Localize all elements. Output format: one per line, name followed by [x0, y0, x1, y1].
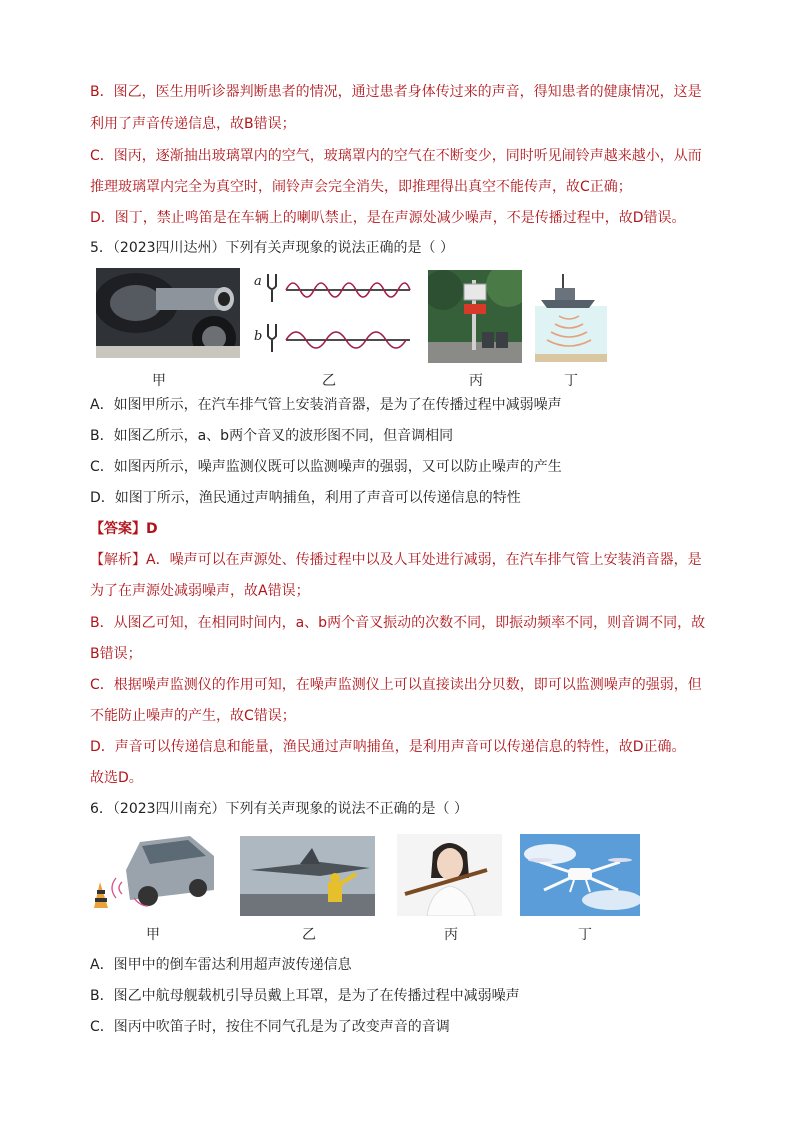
prev-solution-c-line1: C．图丙，逐渐抽出玻璃罩内的空气，玻璃罩内的空气在不断变少，同时听见闹铃声越来越小，从而	[90, 148, 702, 164]
q6-figure-jia-parking-radar	[90, 830, 218, 912]
q6-caption-jia: 甲	[146, 927, 160, 943]
q6-figure-ding-drone	[520, 834, 640, 916]
q5-option-a: A．如图甲所示，在汽车排气管上安装消音器，是为了在传播过程中减弱噪声	[90, 397, 562, 413]
q5-figure-jia-car-exhaust	[96, 268, 240, 358]
q6-figure-yi-aircraft-carrier	[240, 836, 375, 916]
q5-analysis-line3: B．从图乙可知，在相同时间内，a、b两个音叉振动的次数不同，即振动频率不同，则音调不同，故	[90, 615, 706, 631]
prev-solution-b-line1: B．图乙，医生用听诊器判断患者的情况，通过患者身体传过来的声音，得知患者的健康情况，这是	[90, 84, 702, 100]
q5-answer: 【答案】D	[90, 521, 158, 537]
q6-caption-ding: 丁	[578, 927, 592, 943]
q6-option-b: B．图乙中航母舰载机引导员戴上耳罩，是为了在传播过程中减弱噪声	[90, 988, 520, 1004]
q5-option-c: C．如图丙所示，噪声监测仪既可以监测噪声的强弱，又可以防止噪声的产生	[90, 459, 562, 475]
q5-analysis-line8: 故选D。	[90, 770, 143, 786]
prev-solution-c-line2: 推理玻璃罩内完全为真空时，闹铃声会完全消失，即推理得出真空不能传声，故C正确；	[90, 179, 632, 195]
q6-option-c: C．图丙中吹笛子时，按住不同气孔是为了改变声音的音调	[90, 1019, 450, 1035]
q5-analysis-line2: 为了在声源处减弱噪声，故A错误；	[90, 583, 310, 599]
q6-stem: 6．（2023四川南充）下列有关声现象的说法不正确的是（ ）	[90, 801, 468, 817]
q5-analysis-line4: B错误；	[90, 646, 142, 662]
q5-option-b: B．如图乙所示，a、b两个音叉的波形图不同，但音调相同	[90, 428, 454, 444]
q5-analysis-line1: 【解析】A．噪声可以在声源处、传播过程中以及人耳处进行减弱，在汽车排气管上安装消音器，是	[90, 552, 702, 568]
q6-figure-bing-flute-player	[397, 834, 502, 916]
prev-solution-d-line: D．图丁，禁止鸣笛是在车辆上的喇叭禁止，是在声源处减少噪声，不是传播过程中，故D错误。	[90, 210, 686, 226]
q6-caption-yi: 乙	[302, 927, 316, 943]
q5-stem: 5．（2023四川达州）下列有关声现象的说法正确的是（ ）	[90, 240, 454, 256]
q5-caption-yi: 乙	[322, 373, 336, 389]
prev-solution-b-line2: 利用了声音传递信息，故B错误；	[90, 116, 296, 132]
q5-figure-bing-noise-monitor	[428, 270, 522, 363]
q5-figure-ding-sonar-ship	[535, 270, 607, 362]
fork-label-a: a	[254, 274, 262, 289]
q5-analysis-line6: 不能防止噪声的产生，故C错误；	[90, 708, 296, 724]
q5-caption-ding: 丁	[564, 373, 578, 389]
q5-analysis-line7: D．声音可以传递信息和能量，渔民通过声呐捕鱼，是利用声音可以传递信息的特性，故D正确。	[90, 739, 686, 755]
fork-label-b: b	[254, 329, 263, 344]
q5-option-d: D．如图丁所示，渔民通过声呐捕鱼，利用了声音可以传递信息的特性	[90, 490, 521, 506]
q5-caption-jia: 甲	[152, 373, 166, 389]
q5-analysis-line5: C．根据噪声监测仪的作用可知，在噪声监测仪上可以直接读出分贝数，即可以监测噪声的强弱，但	[90, 677, 702, 693]
q5-caption-bing: 丙	[469, 373, 483, 389]
q6-option-a: A．图甲中的倒车雷达利用超声波传递信息	[90, 957, 352, 973]
q5-figure-yi-waveforms	[252, 268, 412, 358]
q6-caption-bing: 丙	[444, 927, 458, 943]
